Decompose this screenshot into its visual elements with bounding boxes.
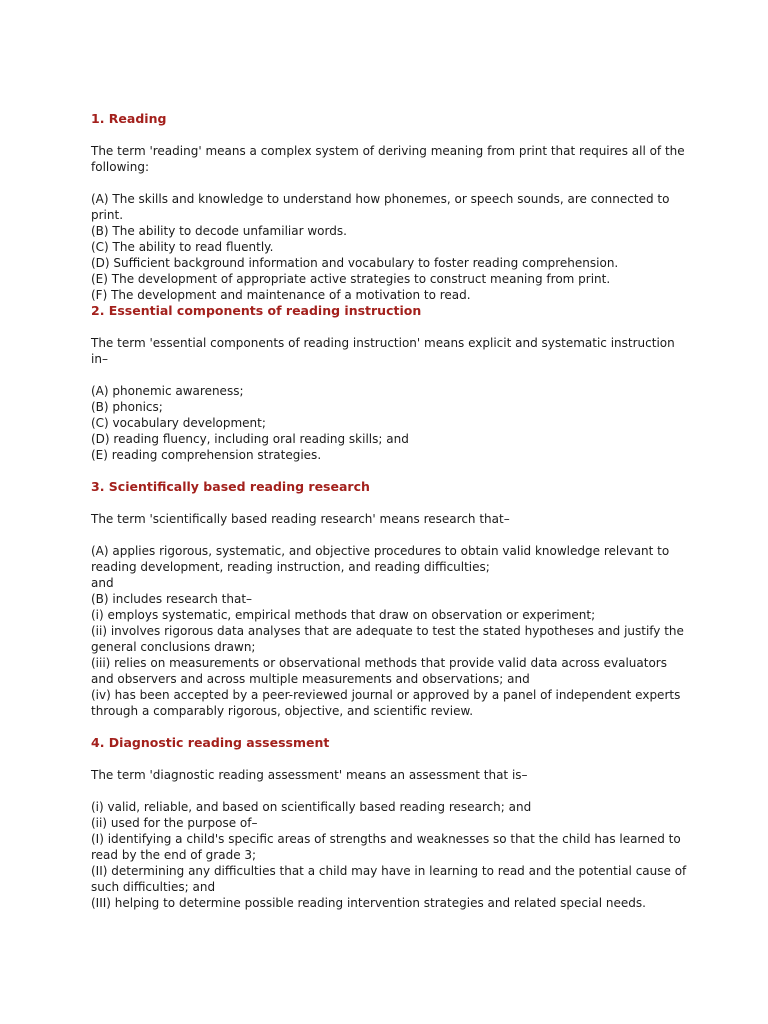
- section-scientific-research: [91, 479, 691, 735]
- definition-list: [91, 191, 691, 303]
- list-item: (B) The ability to decode unfamiliar words.: [91, 224, 347, 238]
- definition-list: [91, 383, 691, 463]
- section-intro: The term 'scientifically based reading research' means research that–: [91, 512, 510, 526]
- section-diagnostic-assessment: [91, 735, 691, 911]
- list-item: (A) The skills and knowledge to understand how phonemes, or speech sounds, are connected to print.: [91, 192, 670, 222]
- section-heading: 4. Diagnostic reading assessment: [91, 735, 330, 750]
- list-item: (E) reading comprehension strategies.: [91, 448, 322, 462]
- section-intro: The term 'reading' means a complex system of deriving meaning from print that requires all of the following:: [91, 144, 685, 174]
- list-item: and: [91, 576, 114, 590]
- list-item: (C) vocabulary development;: [91, 416, 266, 430]
- list-item: (i) employs systematic, empirical methods that draw on observation or experiment;: [91, 608, 596, 622]
- list-item: (ii) involves rigorous data analyses that are adequate to test the stated hypotheses and justify the general conclusions drawn;: [91, 624, 684, 654]
- list-item: (B) phonics;: [91, 400, 163, 414]
- list-item: (A) applies rigorous, systematic, and objective procedures to obtain valid knowledge relevant to reading development, reading instruction, and reading difficulties;: [91, 544, 670, 574]
- list-item: (D) reading fluency, including oral reading skills; and: [91, 432, 409, 446]
- list-item: (i) valid, reliable, and based on scientifically based reading research; and: [91, 800, 532, 814]
- document-body: [91, 111, 691, 911]
- section-heading: 1. Reading: [91, 111, 167, 126]
- list-item: (E) The development of appropriate active strategies to construct meaning from print.: [91, 272, 611, 286]
- list-item: (F) The development and maintenance of a motivation to read.: [91, 288, 471, 302]
- list-item: (C) The ability to read fluently.: [91, 240, 274, 254]
- list-item: (iii) relies on measurements or observational methods that provide valid data across evaluators and observers and across multiple measurements and observations; and: [91, 656, 667, 686]
- section-intro: The term 'diagnostic reading assessment' means an assessment that is–: [91, 768, 528, 782]
- list-item: (III) helping to determine possible reading intervention strategies and related special needs.: [91, 896, 646, 910]
- section-intro: The term 'essential components of reading instruction' means explicit and systematic instruction in–: [91, 336, 675, 366]
- list-item: (B) includes research that–: [91, 592, 253, 606]
- section-heading: 3. Scientifically based reading research: [91, 479, 370, 494]
- list-item: (iv) has been accepted by a peer-reviewed journal or approved by a panel of independent experts through a comparably rigorous, objective, and scientific review.: [91, 688, 681, 718]
- list-item: (II) determining any difficulties that a child may have in learning to read and the potential cause of such difficulties; and: [91, 864, 687, 894]
- list-item: (D) Sufficient background information and vocabulary to foster reading comprehension.: [91, 256, 619, 270]
- list-item: (ii) used for the purpose of–: [91, 816, 258, 830]
- definition-list: [91, 543, 691, 719]
- section-essential-components: [91, 303, 691, 479]
- definition-list: [91, 799, 691, 911]
- list-item: (A) phonemic awareness;: [91, 384, 244, 398]
- list-item: (I) identifying a child's specific areas of strengths and weaknesses so that the child has learned to read by the end of grade 3;: [91, 832, 681, 862]
- section-heading: 2. Essential components of reading instruction: [91, 303, 422, 318]
- section-reading: [91, 111, 691, 303]
